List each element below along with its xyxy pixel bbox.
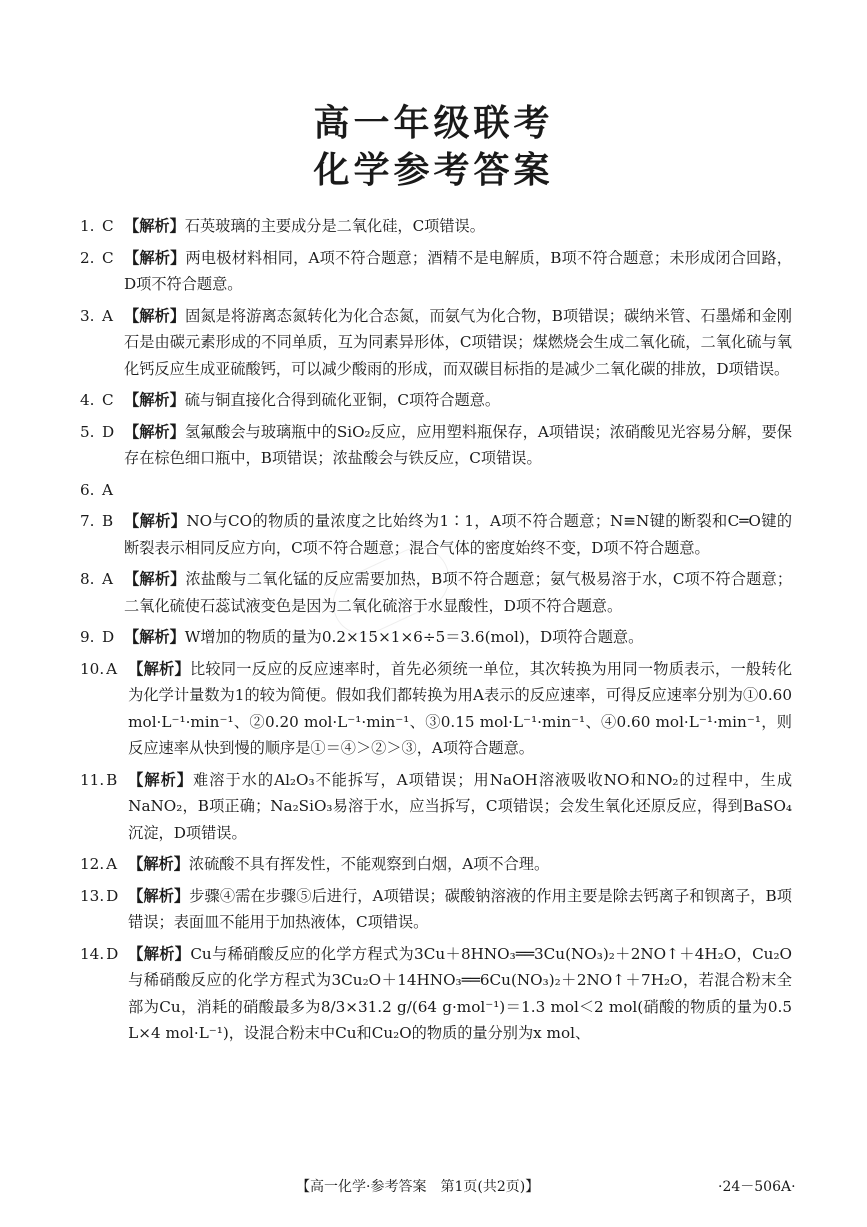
analysis-text: 石英玻璃的主要成分是二氧化硅，C项错误。 [184,217,485,235]
analysis-tag: 【解析】 [124,217,185,235]
answer-item-8 [80,566,792,619]
answer-number: 6. [80,480,95,499]
answer-choice: A [102,570,113,588]
answer-number: 7. [80,512,95,530]
answer-item-7 [80,508,792,561]
answer-choice: C [102,217,114,235]
analysis-text: 难溶于水的Al₂O₃不能拆写，A项错误；用NaOH溶液吸收NO和NO₂的过程中，生成NaNO₂，B项正确；Na₂SiO₃易溶于水，应当拆写，C项错误；会发生氧化还原反应，得到BaSO₄沉淀，D项错误。 [128,770,793,842]
page-title: 高一年级联考 [313,103,554,144]
answer-item-9 [80,624,792,651]
answer-item-2 [80,245,792,298]
answer-choice: D [106,944,119,963]
analysis-tag: 【解析】 [128,886,190,905]
analysis-tag: 【解析】 [124,628,185,646]
answer-choice: A [106,659,118,678]
answer-number: 4. [80,391,95,409]
answer-number: 12. [80,855,105,873]
answer-choice: D [102,628,115,646]
analysis-text: 氢氟酸会与玻璃瓶中的SiO₂反应，应用塑料瓶保存，A项错误；浓硝酸见光容易分解，要保存在棕色细口瓶中，B项错误；浓盐酸会与铁反应，C项错误。 [124,422,792,467]
analysis-text: NO与CO的物质的量浓度之比始终为1∶1，A项不符合题意；N≡N键的断裂和C═O键的断裂表示相同反应方向，C项不符合题意；混合气体的密度始终不变，D项不符合题意。 [124,512,793,557]
analysis-tag: 【解析】 [128,659,190,678]
analysis-tag: 【解析】 [128,770,194,789]
analysis-text: 步骤④需在步骤⑤后进行，A项错误；碳酸钠溶液的作用主要是除去钙离子和钡离子，B项错误；表面皿不能用于加热液体，C项错误。 [128,886,792,931]
answer-item-1 [80,213,792,240]
answer-choice: D [106,886,119,905]
answer-item-12 [80,851,792,878]
analysis-text: 两电极材料相同，A项不符合题意；酒精不是电解质，B项不符合题意；未形成闭合回路，D项不符合题意。 [124,248,792,293]
analysis-text: 比较同一反应的反应速率时，首先必须统一单位，其次转换为用同一物质表示，一般转化为化学计量数为1的较为简便。假如我们都转换为用A表示的反应速率，可得反应速率分别为①0.60 mol·L⁻¹·min⁻¹、②0.20 mol·L⁻¹·min⁻¹、③0.15 mol·L⁻¹·min⁻¹、④0.60 mol·L⁻¹·min⁻¹，则反应速率从快到慢的顺序是①＝④＞②＞③，A项符合题意。 [128,659,793,757]
answer-choice: A [102,306,113,325]
answer-choice: A [102,480,113,499]
answer-item-13 [80,883,792,936]
answer-item-3 [80,303,792,383]
analysis-tag: 【解析】 [124,422,185,441]
answer-choice: B [106,770,118,789]
answer-choice: D [102,422,115,441]
answer-number: 13. [80,886,105,905]
answer-number: 1. [80,217,95,235]
answer-number: 9. [80,628,95,646]
analysis-text: W增加的物质的量为0.2×15×1×6÷5＝3.6(mol)，D项符合题意。 [184,628,644,646]
answer-list [80,213,792,1052]
answer-item-14 [80,941,792,1047]
footer-page-info: 【高一化学·参考答案 第1页(共2页)】 [296,1179,540,1195]
answer-item-6 [80,477,792,504]
analysis-text: 浓盐酸与二氧化锰的反应需要加热，B项不符合题意；氨气极易溶于水，C项不符合题意；二氧化硫使石蕊试液变色是因为二氧化硫溶于水显酸性，D项不符合题意。 [124,570,793,615]
analysis-text: 浓硫酸不具有挥发性，不能观察到白烟，A项不合理。 [188,855,550,873]
analysis-text: Cu与稀硝酸反应的化学方程式为3Cu＋8HNO₃══3Cu(NO₃)₂＋2NO↑＋4H₂O，Cu₂O与稀硝酸反应的化学方程式为3Cu₂O＋14HNO₃══6Cu(NO₃)₂＋2NO↑＋7H₂O，若混合粉末全部为Cu，消耗的硝酸最多为8/3×31.2 g/(64 g·mol⁻¹)＝1.3 mol＜2 mol(硝酸的物质的量为0.5 L×4 mol·L⁻¹)，设混合粉末中Cu和Cu₂O的物质的量分别为x mol、 [128,944,793,1042]
analysis-tag: 【解析】 [124,248,186,267]
answer-choice: C [102,248,114,267]
answer-item-10 [80,656,792,762]
answer-item-5 [80,419,792,472]
answer-number: 11. [80,770,105,789]
page-subtitle: 化学参考答案 [313,150,554,191]
answer-choice: C [102,391,114,409]
analysis-tag: 【解析】 [124,391,185,409]
footer-code: ·24－506A· [718,1179,796,1195]
answer-item-11 [80,767,792,847]
answer-item-4 [80,387,792,414]
answer-number: 5. [80,422,95,441]
analysis-tag: 【解析】 [128,944,191,963]
analysis-tag: 【解析】 [124,306,186,325]
answer-choice: A [106,855,118,873]
analysis-tag: 【解析】 [124,570,186,588]
analysis-text: 固氮是将游离态氮转化为化合态氮，而氨气为化合物，B项错误；碳纳米管、石墨烯和金刚石是由碳元素形成的不同单质，互为同素异形体，C项错误；煤燃烧会生成二氧化硫，二氧化硫与氧化钙反应生成亚硫酸钙，可以减少酸雨的形成，而双碳目标指的是减少二氧化碳的排放，D项错误。 [124,306,792,378]
answer-choice: B [102,512,114,530]
answer-number: 8. [80,570,95,588]
analysis-text: 硫与铜直接化合得到硫化亚铜，C项符合题意。 [184,391,501,409]
answer-number: 14. [80,944,105,963]
answer-number: 2. [80,248,95,267]
answer-number: 10. [80,659,105,678]
answer-number: 3. [80,306,95,325]
analysis-tag: 【解析】 [124,512,187,530]
analysis-tag: 【解析】 [128,855,189,873]
